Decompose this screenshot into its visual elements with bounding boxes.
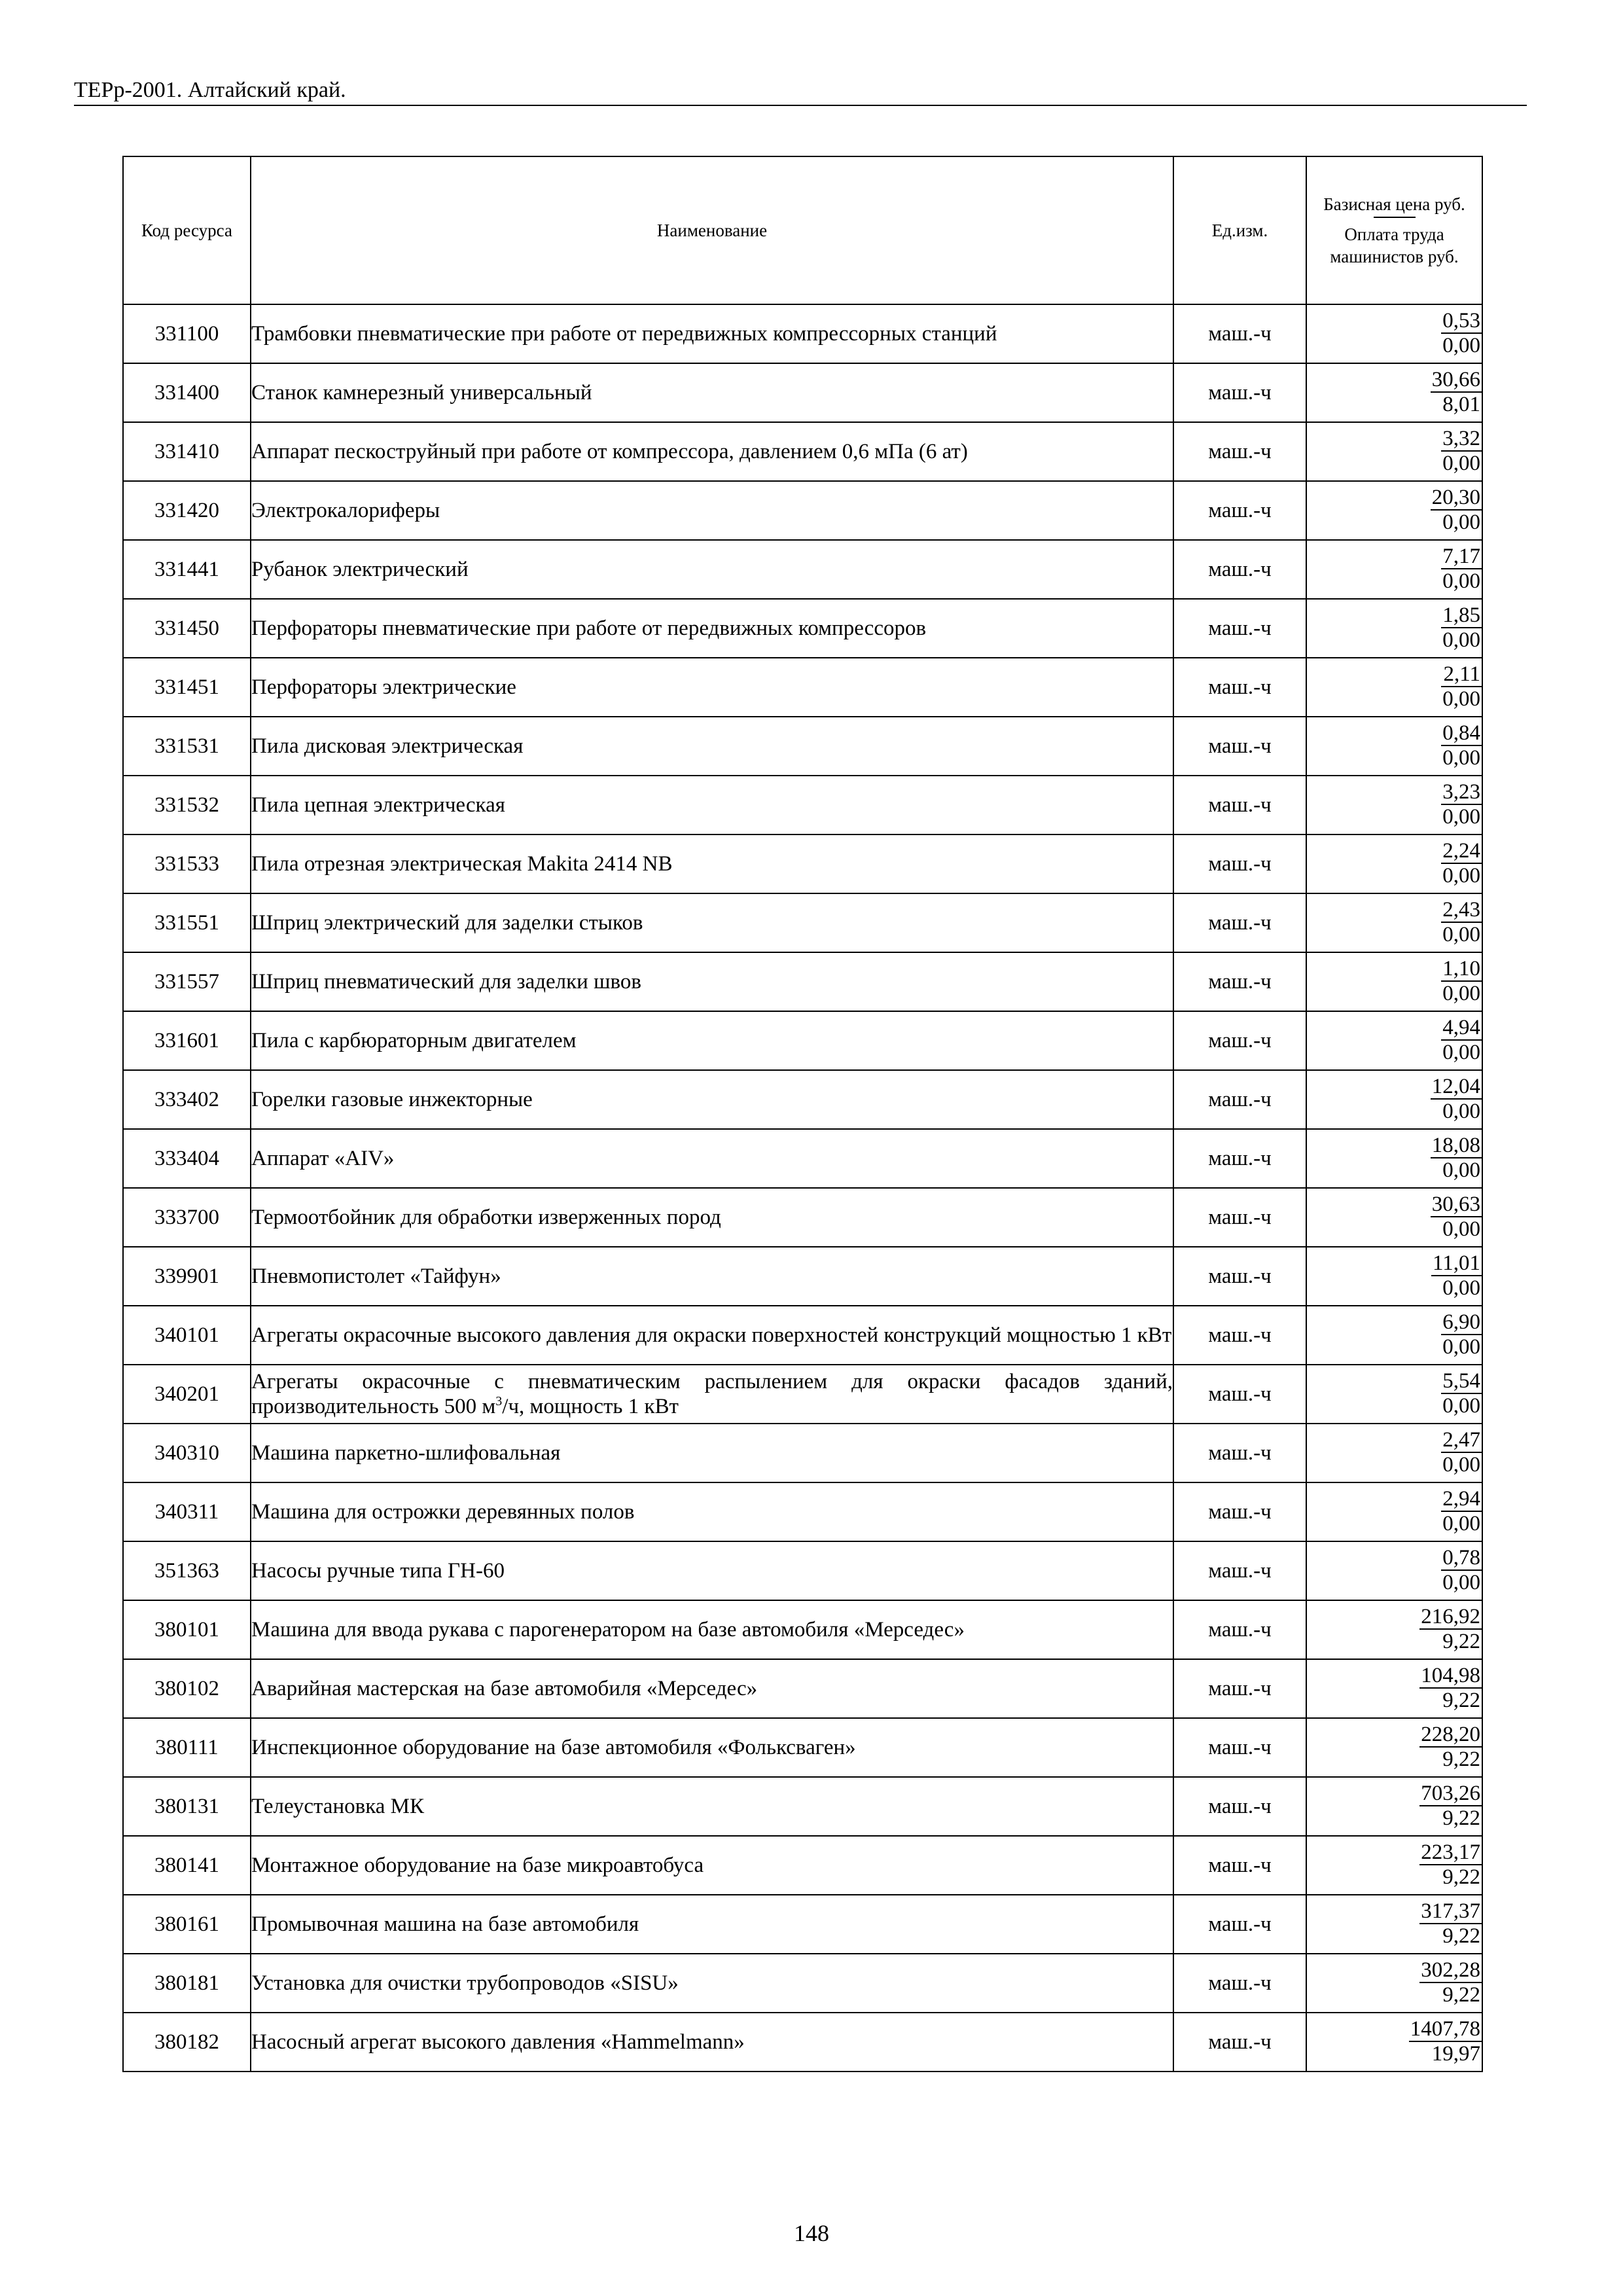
price-cell xyxy=(1306,1541,1482,1600)
resource-code: 333700 xyxy=(123,1188,251,1247)
resource-code: 351363 xyxy=(123,1541,251,1600)
operator-pay: 0,00 xyxy=(1442,1512,1480,1535)
resource-code: 340311 xyxy=(123,1482,251,1541)
price-fraction xyxy=(1419,1840,1482,1889)
resource-name: Машина для ввода рукава с парогенератором на базе автомобиля «Мерседес» xyxy=(251,1600,1173,1659)
operator-pay: 0,00 xyxy=(1431,1098,1482,1123)
unit-of-measure: маш.-ч xyxy=(1173,1424,1306,1482)
table-row xyxy=(123,1306,1482,1365)
unit-of-measure: маш.-ч xyxy=(1173,952,1306,1011)
price-fraction xyxy=(1441,1546,1482,1594)
operator-pay: 9,22 xyxy=(1419,1805,1482,1830)
price-header-divider xyxy=(1374,217,1416,218)
price-cell xyxy=(1306,599,1482,658)
running-header: ТЕРр-2001. Алтайский край. xyxy=(74,78,346,102)
resource-code: 331531 xyxy=(123,717,251,776)
operator-pay: 0,00 xyxy=(1442,805,1480,829)
price-fraction xyxy=(1441,1016,1482,1064)
price-fraction xyxy=(1441,957,1482,1005)
resource-code: 331557 xyxy=(123,952,251,1011)
base-price: 30,66 xyxy=(1431,368,1480,391)
table-row xyxy=(123,481,1482,540)
base-price: 12,04 xyxy=(1431,1075,1480,1098)
base-price: 1,10 xyxy=(1442,957,1480,980)
unit-of-measure: маш.-ч xyxy=(1173,834,1306,893)
price-fraction xyxy=(1431,368,1482,416)
table-body xyxy=(123,304,1482,2072)
table-row xyxy=(123,422,1482,481)
operator-pay: 9,22 xyxy=(1419,1746,1482,1771)
resource-code: 331532 xyxy=(123,776,251,834)
resource-code: 333402 xyxy=(123,1070,251,1129)
resource-name: Горелки газовые инжекторные xyxy=(251,1070,1173,1129)
column-header-labor-pay: Оплата труда машинистов руб. xyxy=(1330,224,1459,266)
unit-of-measure: маш.-ч xyxy=(1173,304,1306,363)
price-fraction xyxy=(1409,2017,1482,2066)
price-fraction xyxy=(1431,1193,1482,1241)
resource-code: 340101 xyxy=(123,1306,251,1365)
unit-of-measure: маш.-ч xyxy=(1173,1541,1306,1600)
unit-of-measure: маш.-ч xyxy=(1173,2013,1306,2072)
column-header-name: Наименование xyxy=(251,156,1173,304)
table-row xyxy=(123,1600,1482,1659)
operator-pay: 0,00 xyxy=(1431,509,1482,534)
table-row xyxy=(123,1129,1482,1188)
price-fraction xyxy=(1419,1605,1482,1653)
unit-of-measure: маш.-ч xyxy=(1173,481,1306,540)
table-row xyxy=(123,952,1482,1011)
price-cell xyxy=(1306,304,1482,363)
unit-of-measure: маш.-ч xyxy=(1173,1482,1306,1541)
price-fraction xyxy=(1441,1369,1482,1418)
operator-pay: 9,22 xyxy=(1419,1864,1482,1889)
table-row xyxy=(123,1247,1482,1306)
table-row xyxy=(123,1718,1482,1777)
operator-pay: 8,01 xyxy=(1431,391,1482,416)
unit-of-measure: маш.-ч xyxy=(1173,1777,1306,1836)
operator-pay: 0,00 xyxy=(1442,452,1480,475)
base-price: 3,23 xyxy=(1442,780,1480,804)
unit-of-measure: маш.-ч xyxy=(1173,717,1306,776)
price-cell xyxy=(1306,1600,1482,1659)
price-cell xyxy=(1306,1365,1482,1424)
price-cell xyxy=(1306,1954,1482,2013)
price-fraction xyxy=(1419,1899,1482,1948)
price-fraction xyxy=(1441,603,1482,652)
resource-name: Пила отрезная электрическая Makita 2414 NB xyxy=(251,834,1173,893)
resource-name: Агрегаты окрасочные высокого давления для окраски поверхностей конструкций мощностью 1 кВт xyxy=(251,1306,1173,1365)
resource-code: 331533 xyxy=(123,834,251,893)
base-price: 104,98 xyxy=(1421,1664,1480,1687)
table-row xyxy=(123,1424,1482,1482)
base-price: 703,26 xyxy=(1421,1782,1480,1805)
column-header-base-price: Базисная цена руб. xyxy=(1323,194,1465,214)
price-fraction xyxy=(1441,721,1482,770)
price-cell xyxy=(1306,1836,1482,1895)
price-cell xyxy=(1306,1188,1482,1247)
table-row xyxy=(123,1070,1482,1129)
base-price: 18,08 xyxy=(1431,1134,1480,1157)
base-price: 302,28 xyxy=(1421,1958,1480,1982)
resource-name: Насосный агрегат высокого давления «Hammelmann» xyxy=(251,2013,1173,2072)
resource-code: 339901 xyxy=(123,1247,251,1306)
table-row xyxy=(123,599,1482,658)
resource-code: 380111 xyxy=(123,1718,251,1777)
resource-code: 340310 xyxy=(123,1424,251,1482)
price-cell xyxy=(1306,1011,1482,1070)
resource-name: Аварийная мастерская на базе автомобиля «Мерседес» xyxy=(251,1659,1173,1718)
column-header-price xyxy=(1306,156,1482,304)
price-fraction xyxy=(1441,545,1482,593)
header-rule xyxy=(74,105,1527,106)
price-cell xyxy=(1306,481,1482,540)
base-price: 2,94 xyxy=(1442,1487,1480,1511)
resource-code: 331441 xyxy=(123,540,251,599)
page-number: 148 xyxy=(794,2220,829,2246)
unit-of-measure: маш.-ч xyxy=(1173,658,1306,717)
unit-of-measure: маш.-ч xyxy=(1173,540,1306,599)
operator-pay: 0,00 xyxy=(1442,923,1480,946)
operator-pay: 0,00 xyxy=(1442,1394,1480,1418)
table-row xyxy=(123,1541,1482,1600)
column-header-unit: Ед.изм. xyxy=(1173,156,1306,304)
resource-name: Электрокалориферы xyxy=(251,481,1173,540)
table-row xyxy=(123,1011,1482,1070)
base-price: 1407,78 xyxy=(1410,2017,1480,2041)
base-price: 223,17 xyxy=(1421,1840,1480,1864)
resource-name: Аппарат «AIV» xyxy=(251,1129,1173,1188)
base-price: 30,63 xyxy=(1431,1193,1480,1216)
resource-code: 331400 xyxy=(123,363,251,422)
resource-code: 331420 xyxy=(123,481,251,540)
operator-pay: 0,00 xyxy=(1442,1041,1480,1064)
price-cell xyxy=(1306,1777,1482,1836)
base-price: 1,85 xyxy=(1442,603,1480,627)
resource-code: 331451 xyxy=(123,658,251,717)
resource-table xyxy=(122,156,1483,2072)
price-cell xyxy=(1306,1424,1482,1482)
price-fraction xyxy=(1441,839,1482,888)
table-row xyxy=(123,1482,1482,1541)
base-price: 4,94 xyxy=(1442,1016,1480,1039)
operator-pay: 0,00 xyxy=(1431,1157,1482,1182)
price-fraction xyxy=(1441,780,1482,829)
base-price: 3,32 xyxy=(1442,427,1480,450)
base-price: 5,54 xyxy=(1442,1369,1480,1393)
resource-name: Термоотбойник для обработки изверженных пород xyxy=(251,1188,1173,1247)
table-row xyxy=(123,717,1482,776)
base-price: 6,90 xyxy=(1442,1310,1480,1334)
resource-name: Насосы ручные типа ГН-60 xyxy=(251,1541,1173,1600)
price-fraction xyxy=(1431,1251,1482,1300)
table-row xyxy=(123,1659,1482,1718)
price-cell xyxy=(1306,658,1482,717)
resource-code: 380182 xyxy=(123,2013,251,2072)
unit-of-measure: маш.-ч xyxy=(1173,599,1306,658)
resource-code: 331551 xyxy=(123,893,251,952)
base-price: 7,17 xyxy=(1442,545,1480,568)
base-price: 216,92 xyxy=(1421,1605,1480,1628)
table-header-row xyxy=(123,156,1482,304)
price-header-stack xyxy=(1307,193,1482,268)
unit-of-measure: маш.-ч xyxy=(1173,893,1306,952)
operator-pay: 0,00 xyxy=(1442,982,1480,1005)
base-price: 228,20 xyxy=(1421,1723,1480,1746)
resource-code: 380102 xyxy=(123,1659,251,1718)
resource-name: Промывочная машина на базе автомобиля xyxy=(251,1895,1173,1954)
table-row xyxy=(123,1836,1482,1895)
base-price: 0,78 xyxy=(1442,1546,1480,1570)
base-price: 2,24 xyxy=(1442,839,1480,863)
resource-name: Рубанок электрический xyxy=(251,540,1173,599)
unit-of-measure: маш.-ч xyxy=(1173,1718,1306,1777)
price-fraction xyxy=(1441,1310,1482,1359)
price-cell xyxy=(1306,834,1482,893)
resource-name: Пила дисковая электрическая xyxy=(251,717,1173,776)
operator-pay: 0,00 xyxy=(1442,864,1480,888)
table-row xyxy=(123,540,1482,599)
price-fraction xyxy=(1431,1134,1482,1182)
operator-pay: 19,97 xyxy=(1409,2041,1482,2066)
price-fraction xyxy=(1441,662,1482,711)
unit-of-measure: маш.-ч xyxy=(1173,1600,1306,1659)
unit-of-measure: маш.-ч xyxy=(1173,422,1306,481)
unit-of-measure: маш.-ч xyxy=(1173,1188,1306,1247)
price-cell xyxy=(1306,363,1482,422)
base-price: 317,37 xyxy=(1421,1899,1480,1923)
unit-of-measure: маш.-ч xyxy=(1173,1070,1306,1129)
base-price: 2,47 xyxy=(1442,1428,1480,1452)
resource-name: Пила с карбюраторным двигателем xyxy=(251,1011,1173,1070)
resource-name: Телеустановка МК xyxy=(251,1777,1173,1836)
price-fraction xyxy=(1419,1782,1482,1830)
unit-of-measure: маш.-ч xyxy=(1173,1954,1306,2013)
resource-code: 380161 xyxy=(123,1895,251,1954)
resource-name: Станок камнерезный универсальный xyxy=(251,363,1173,422)
resource-code: 340201 xyxy=(123,1365,251,1424)
table-row xyxy=(123,893,1482,952)
operator-pay: 0,00 xyxy=(1442,1453,1480,1477)
price-cell xyxy=(1306,422,1482,481)
price-cell xyxy=(1306,1482,1482,1541)
price-fraction xyxy=(1419,1723,1482,1771)
resource-name: Пневмопистолет «Тайфун» xyxy=(251,1247,1173,1306)
base-price: 2,43 xyxy=(1442,898,1480,922)
price-cell xyxy=(1306,1895,1482,1954)
price-cell xyxy=(1306,1306,1482,1365)
resource-name: Установка для очистки трубопроводов «SISU» xyxy=(251,1954,1173,2013)
operator-pay: 0,00 xyxy=(1442,628,1480,652)
price-cell xyxy=(1306,717,1482,776)
price-fraction xyxy=(1441,1428,1482,1477)
price-cell xyxy=(1306,893,1482,952)
resource-name-part: /ч, мощность 1 кВт xyxy=(502,1395,679,1418)
table-row xyxy=(123,2013,1482,2072)
resource-name: Машина для острожки деревянных полов xyxy=(251,1482,1173,1541)
operator-pay: 0,00 xyxy=(1442,746,1480,770)
table-row xyxy=(123,1895,1482,1954)
resource-name: Машина паркетно-шлифовальная xyxy=(251,1424,1173,1482)
price-fraction xyxy=(1441,427,1482,475)
table-row xyxy=(123,1777,1482,1836)
price-cell xyxy=(1306,1070,1482,1129)
resource-code: 380141 xyxy=(123,1836,251,1895)
resource-code: 333404 xyxy=(123,1129,251,1188)
table-row xyxy=(123,776,1482,834)
operator-pay: 0,00 xyxy=(1442,334,1480,357)
operator-pay: 0,00 xyxy=(1431,1275,1482,1300)
price-cell xyxy=(1306,540,1482,599)
price-cell xyxy=(1306,776,1482,834)
price-cell xyxy=(1306,1247,1482,1306)
price-cell xyxy=(1306,1659,1482,1718)
operator-pay: 9,22 xyxy=(1419,1982,1482,2007)
resource-name: Аппарат пескоструйный при работе от компрессора, давлением 0,6 мПа (6 ат) xyxy=(251,422,1173,481)
column-header-code: Код ресурса xyxy=(123,156,251,304)
base-price: 20,30 xyxy=(1431,486,1480,509)
unit-exponent: 3 xyxy=(495,1394,503,1408)
resource-name: Пила цепная электрическая xyxy=(251,776,1173,834)
table-row xyxy=(123,658,1482,717)
base-price: 2,11 xyxy=(1443,662,1480,686)
operator-pay: 0,00 xyxy=(1442,569,1480,593)
resource-code: 331601 xyxy=(123,1011,251,1070)
unit-of-measure: маш.-ч xyxy=(1173,1306,1306,1365)
table-row xyxy=(123,363,1482,422)
operator-pay: 9,22 xyxy=(1419,1628,1482,1653)
unit-of-measure: маш.-ч xyxy=(1173,1659,1306,1718)
resource-code: 380101 xyxy=(123,1600,251,1659)
price-cell xyxy=(1306,2013,1482,2072)
operator-pay: 0,00 xyxy=(1442,1335,1480,1359)
table-row xyxy=(123,834,1482,893)
price-cell xyxy=(1306,952,1482,1011)
unit-of-measure: маш.-ч xyxy=(1173,1129,1306,1188)
price-fraction xyxy=(1419,1664,1482,1712)
price-fraction xyxy=(1431,1075,1482,1123)
resource-code: 380181 xyxy=(123,1954,251,2013)
resource-name: Шприц электрический для заделки стыков xyxy=(251,893,1173,952)
base-price: 0,53 xyxy=(1442,309,1480,332)
operator-pay: 0,00 xyxy=(1431,1216,1482,1241)
base-price: 11,01 xyxy=(1432,1251,1480,1275)
table-row xyxy=(123,1365,1482,1424)
resource-name: Инспекционное оборудование на базе автомобиля «Фольксваген» xyxy=(251,1718,1173,1777)
resource-name-part: Агрегаты окрасочные с пневматическим распылением для окраски фасадов зданий, производительность 500 м xyxy=(251,1370,1173,1418)
operator-pay: 9,22 xyxy=(1419,1687,1482,1712)
base-price: 0,84 xyxy=(1442,721,1480,745)
resource-code: 331410 xyxy=(123,422,251,481)
unit-of-measure: маш.-ч xyxy=(1173,1895,1306,1954)
price-fraction xyxy=(1441,1487,1482,1535)
resource-name: Шприц пневматический для заделки швов xyxy=(251,952,1173,1011)
table-row xyxy=(123,1188,1482,1247)
price-fraction xyxy=(1431,486,1482,534)
resource-code: 331450 xyxy=(123,599,251,658)
price-fraction xyxy=(1441,898,1482,946)
resource-name: Монтажное оборудование на базе микроавтобуса xyxy=(251,1836,1173,1895)
operator-pay: 0,00 xyxy=(1442,1571,1480,1594)
unit-of-measure: маш.-ч xyxy=(1173,1836,1306,1895)
table-row xyxy=(123,304,1482,363)
resource-name: Трамбовки пневматические при работе от передвижных компрессорных станций xyxy=(251,304,1173,363)
operator-pay: 9,22 xyxy=(1419,1923,1482,1948)
resource-name xyxy=(251,1365,1173,1424)
unit-of-measure: маш.-ч xyxy=(1173,1247,1306,1306)
price-fraction xyxy=(1419,1958,1482,2007)
resource-name: Перфораторы электрические xyxy=(251,658,1173,717)
unit-of-measure: маш.-ч xyxy=(1173,776,1306,834)
unit-of-measure: маш.-ч xyxy=(1173,1365,1306,1424)
table-row xyxy=(123,1954,1482,2013)
price-cell xyxy=(1306,1718,1482,1777)
resource-name: Перфораторы пневматические при работе от передвижных компрессоров xyxy=(251,599,1173,658)
unit-of-measure: маш.-ч xyxy=(1173,363,1306,422)
unit-of-measure: маш.-ч xyxy=(1173,1011,1306,1070)
price-cell xyxy=(1306,1129,1482,1188)
price-fraction xyxy=(1441,309,1482,357)
resource-code: 380131 xyxy=(123,1777,251,1836)
resource-code: 331100 xyxy=(123,304,251,363)
operator-pay: 0,00 xyxy=(1442,687,1480,711)
